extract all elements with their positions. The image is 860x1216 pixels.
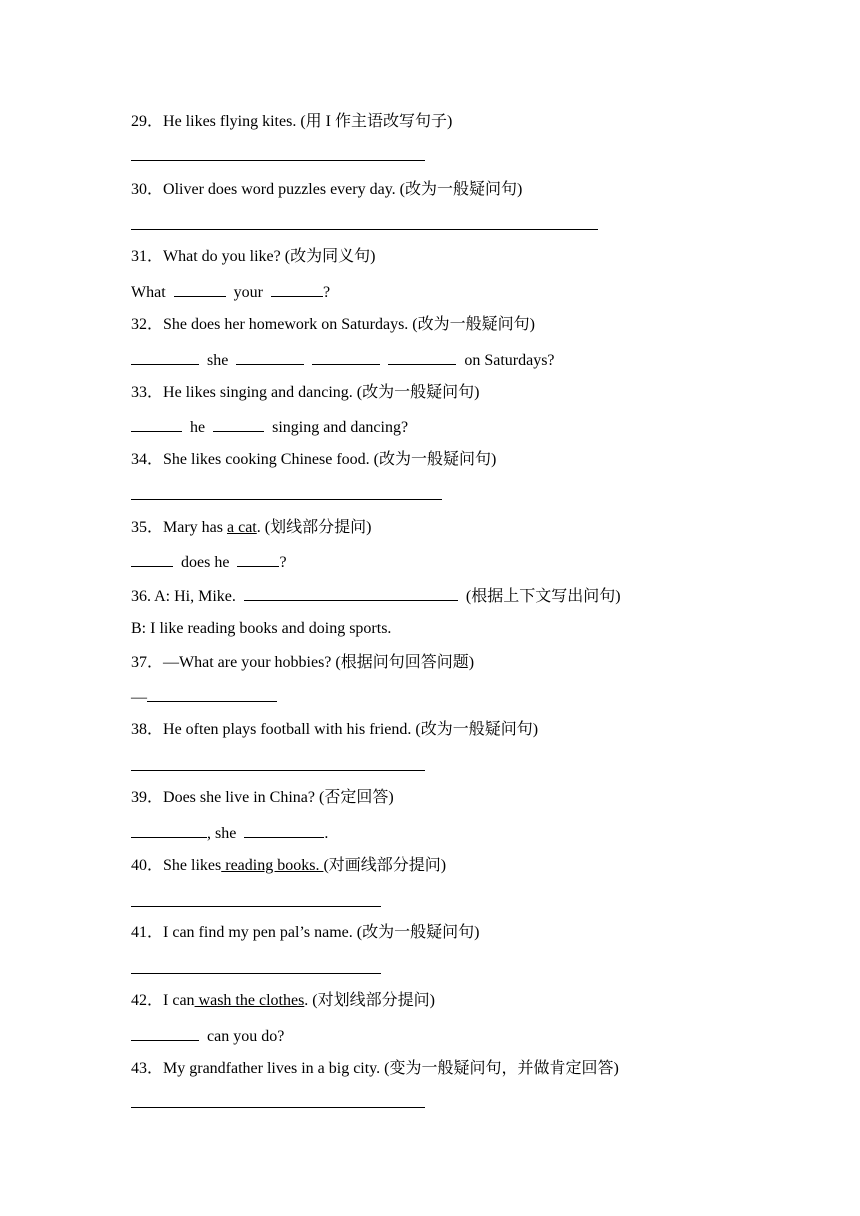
- answer-35: does he ?: [131, 551, 287, 571]
- blank-33-1[interactable]: [131, 416, 182, 432]
- question-39: 39．Does she live in China? (否定回答): [131, 789, 394, 806]
- blank-35-1[interactable]: [131, 551, 173, 567]
- blank-36[interactable]: [244, 585, 458, 601]
- question-40: 40．She likes reading books. (对画线部分提问): [131, 857, 447, 874]
- answer-32: she on Saturdays?: [131, 349, 555, 369]
- blank-33-2[interactable]: [213, 416, 264, 432]
- answer-42: can you do?: [131, 1025, 284, 1045]
- blank-31-1[interactable]: [174, 281, 226, 297]
- answer-line-40[interactable]: [131, 906, 381, 907]
- question-32: 32．She does her homework on Saturdays. (改为一般疑问句): [131, 316, 535, 333]
- blank-32-4[interactable]: [388, 349, 456, 365]
- answer-33: he singing and dancing?: [131, 416, 408, 436]
- question-38: 38．He often plays football with his friend. (改为一般疑问句): [131, 721, 539, 738]
- question-36: 36. A: Hi, Mike. (根据上下文写出问句): [131, 585, 621, 605]
- question-37: 37．—What are your hobbies? (根据问句回答问题): [131, 654, 475, 671]
- question-41: 41．I can find my pen pal’s name. (改为一般疑问句): [131, 924, 480, 941]
- question-34: 34．She likes cooking Chinese food. (改为一般疑问句): [131, 451, 497, 468]
- answer-line-34[interactable]: [131, 499, 442, 500]
- blank-39-1[interactable]: [131, 822, 207, 838]
- question-42: 42．I can wash the clothes. (对划线部分提问): [131, 992, 435, 1009]
- answer-line-38[interactable]: [131, 770, 425, 771]
- answer-line-29[interactable]: [131, 160, 425, 161]
- question-31: 31．What do you like? (改为同义句): [131, 248, 376, 265]
- blank-42[interactable]: [131, 1025, 199, 1041]
- blank-31-2[interactable]: [271, 281, 323, 297]
- answer-line-43[interactable]: [131, 1107, 425, 1108]
- question-33: 33．He likes singing and dancing. (改为一般疑问句): [131, 384, 480, 401]
- dialogue-36-b: B: I like reading books and doing sports.: [131, 620, 392, 637]
- answer-line-41[interactable]: [131, 973, 381, 974]
- question-35: 35．Mary has a cat. (划线部分提问): [131, 519, 372, 536]
- answer-39: , she .: [131, 822, 328, 842]
- blank-39-2[interactable]: [244, 822, 324, 838]
- answer-37: —: [131, 686, 277, 706]
- blank-32-1[interactable]: [131, 349, 199, 365]
- blank-35-2[interactable]: [237, 551, 279, 567]
- blank-32-2[interactable]: [236, 349, 304, 365]
- answer-line-30[interactable]: [131, 229, 598, 230]
- question-30: 30．Oliver does word puzzles every day. (改为一般疑问句): [131, 181, 523, 198]
- blank-37[interactable]: [147, 686, 277, 702]
- question-43: 43．My grandfather lives in a big city. (变为一般疑问句，并做肯定回答): [131, 1060, 619, 1077]
- question-29: 29．He likes flying kites. (用 I 作主语改写句子): [131, 113, 453, 130]
- blank-32-3[interactable]: [312, 349, 380, 365]
- answer-31: What your ?: [131, 281, 330, 301]
